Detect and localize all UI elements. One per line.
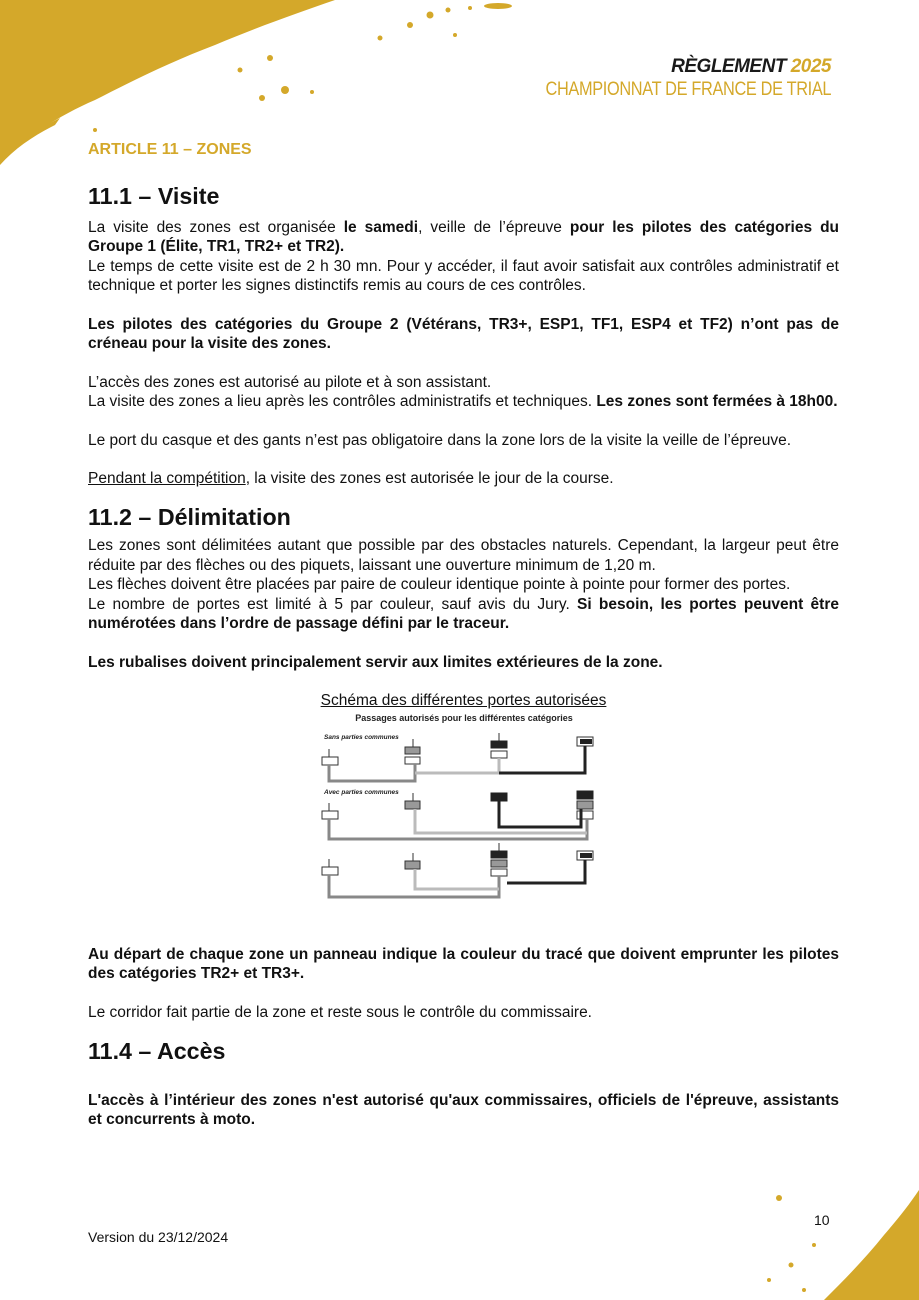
diagram-title: Passages autorisés pour les différentes catégories bbox=[354, 712, 573, 723]
paragraph-delimitation-2: Les flèches doivent être placées par paire de couleur identique pointe à pointe pour former des portes. bbox=[88, 576, 791, 593]
gates-diagram bbox=[319, 711, 609, 911]
header-championship: CHAMPIONNAT DE FRANCE DE TRIAL bbox=[545, 79, 831, 100]
header-reglement-label: RÈGLEMENT bbox=[671, 56, 786, 77]
footer-version: Version du 23/12/2024 bbox=[88, 1229, 229, 1245]
paragraph-visite-2: Le temps de cette visite est de 2 h 30 mn. Pour y accéder, il faut avoir satisfait aux contrôles administratif et technique et porter les signes distinctifs remis au cours de ces contrôles. bbox=[88, 257, 839, 294]
paragraph-delimitation-4: Les rubalises doivent principalement servir aux limites extérieures de la zone. bbox=[88, 653, 663, 671]
header-year: 2025 bbox=[790, 56, 831, 77]
row-combined-gates bbox=[322, 843, 593, 897]
section-heading-delimitation: 11.2 – Délimitation bbox=[88, 503, 291, 530]
paragraph-visite-3: Les pilotes des catégories du Groupe 2 (Vétérans, TR3+, ESP1, TF1, ESP4 et TF2) n’ont pas de créneau pour la visite des zones. bbox=[88, 315, 839, 352]
page-number: 10 bbox=[814, 1212, 830, 1228]
section-heading-acces: 11.4 – Accès bbox=[88, 1038, 226, 1064]
brush-decoration-bottom bbox=[739, 1190, 919, 1300]
article-title: ARTICLE 11 – ZONES bbox=[88, 141, 252, 158]
document-body bbox=[88, 140, 839, 1130]
paragraph-visite-7: Pendant la compétition, la visite des zones est autorisée le jour de la course. bbox=[88, 470, 614, 487]
section-heading-visite: 11.1 – Visite bbox=[88, 183, 220, 209]
paragraph-delimitation-6: Le corridor fait partie de la zone et reste sous le contrôle du commissaire. bbox=[88, 1003, 592, 1021]
row-avec-parties-communes bbox=[322, 788, 593, 839]
paragraph-visite-5: La visite des zones a lieu après les contrôles administratifs et techniques. Les zones sont fermées à 18h00. bbox=[88, 393, 838, 410]
header-reglement bbox=[499, 56, 831, 78]
paragraph-acces-1: L'accès à l’intérieur des zones n'est autorisé qu'aux commissaires, officiels de l'épreuve, assistants et concurrents à moto. bbox=[88, 1091, 839, 1128]
paragraph-delimitation-3: Le nombre de portes est limité à 5 par couleur, sauf avis du Jury. Si besoin, les portes peuvent être numérotées dans l’ordre de passage défini par le traceur. bbox=[88, 595, 839, 632]
paragraph-visite-6: Le port du casque et des gants n’est pas obligatoire dans la zone lors de la visite la veille de l’épreuve. bbox=[88, 431, 792, 449]
diagram-label-sans: Sans parties communes bbox=[323, 733, 399, 741]
paragraph-delimitation-1: Les zones sont délimitées autant que possible par des obstacles naturels. Cependant, la largeur peut être réduite par des flèches ou des piquets, laissant une ouverture minimum de 1,20 m. bbox=[88, 537, 839, 574]
paragraph-visite-1: La visite des zones est organisée le samedi, veille de l’épreuve pour les pilotes des catégories du Groupe 1 (Élite, TR1, TR2+ et TR2). bbox=[88, 218, 840, 255]
diagram-label-avec: Avec parties communes bbox=[323, 788, 399, 796]
paragraph-delimitation-5: Au départ de chaque zone un panneau indique la couleur du tracé que doivent emprunter les pilotes des catégories TR2+ et TR3+. bbox=[88, 945, 839, 982]
paragraph-visite-4: L’accès des zones est autorisé au pilote et à son assistant. bbox=[88, 373, 492, 391]
schema-caption: Schéma des différentes portes autorisées bbox=[320, 692, 607, 709]
document-header bbox=[499, 56, 831, 102]
